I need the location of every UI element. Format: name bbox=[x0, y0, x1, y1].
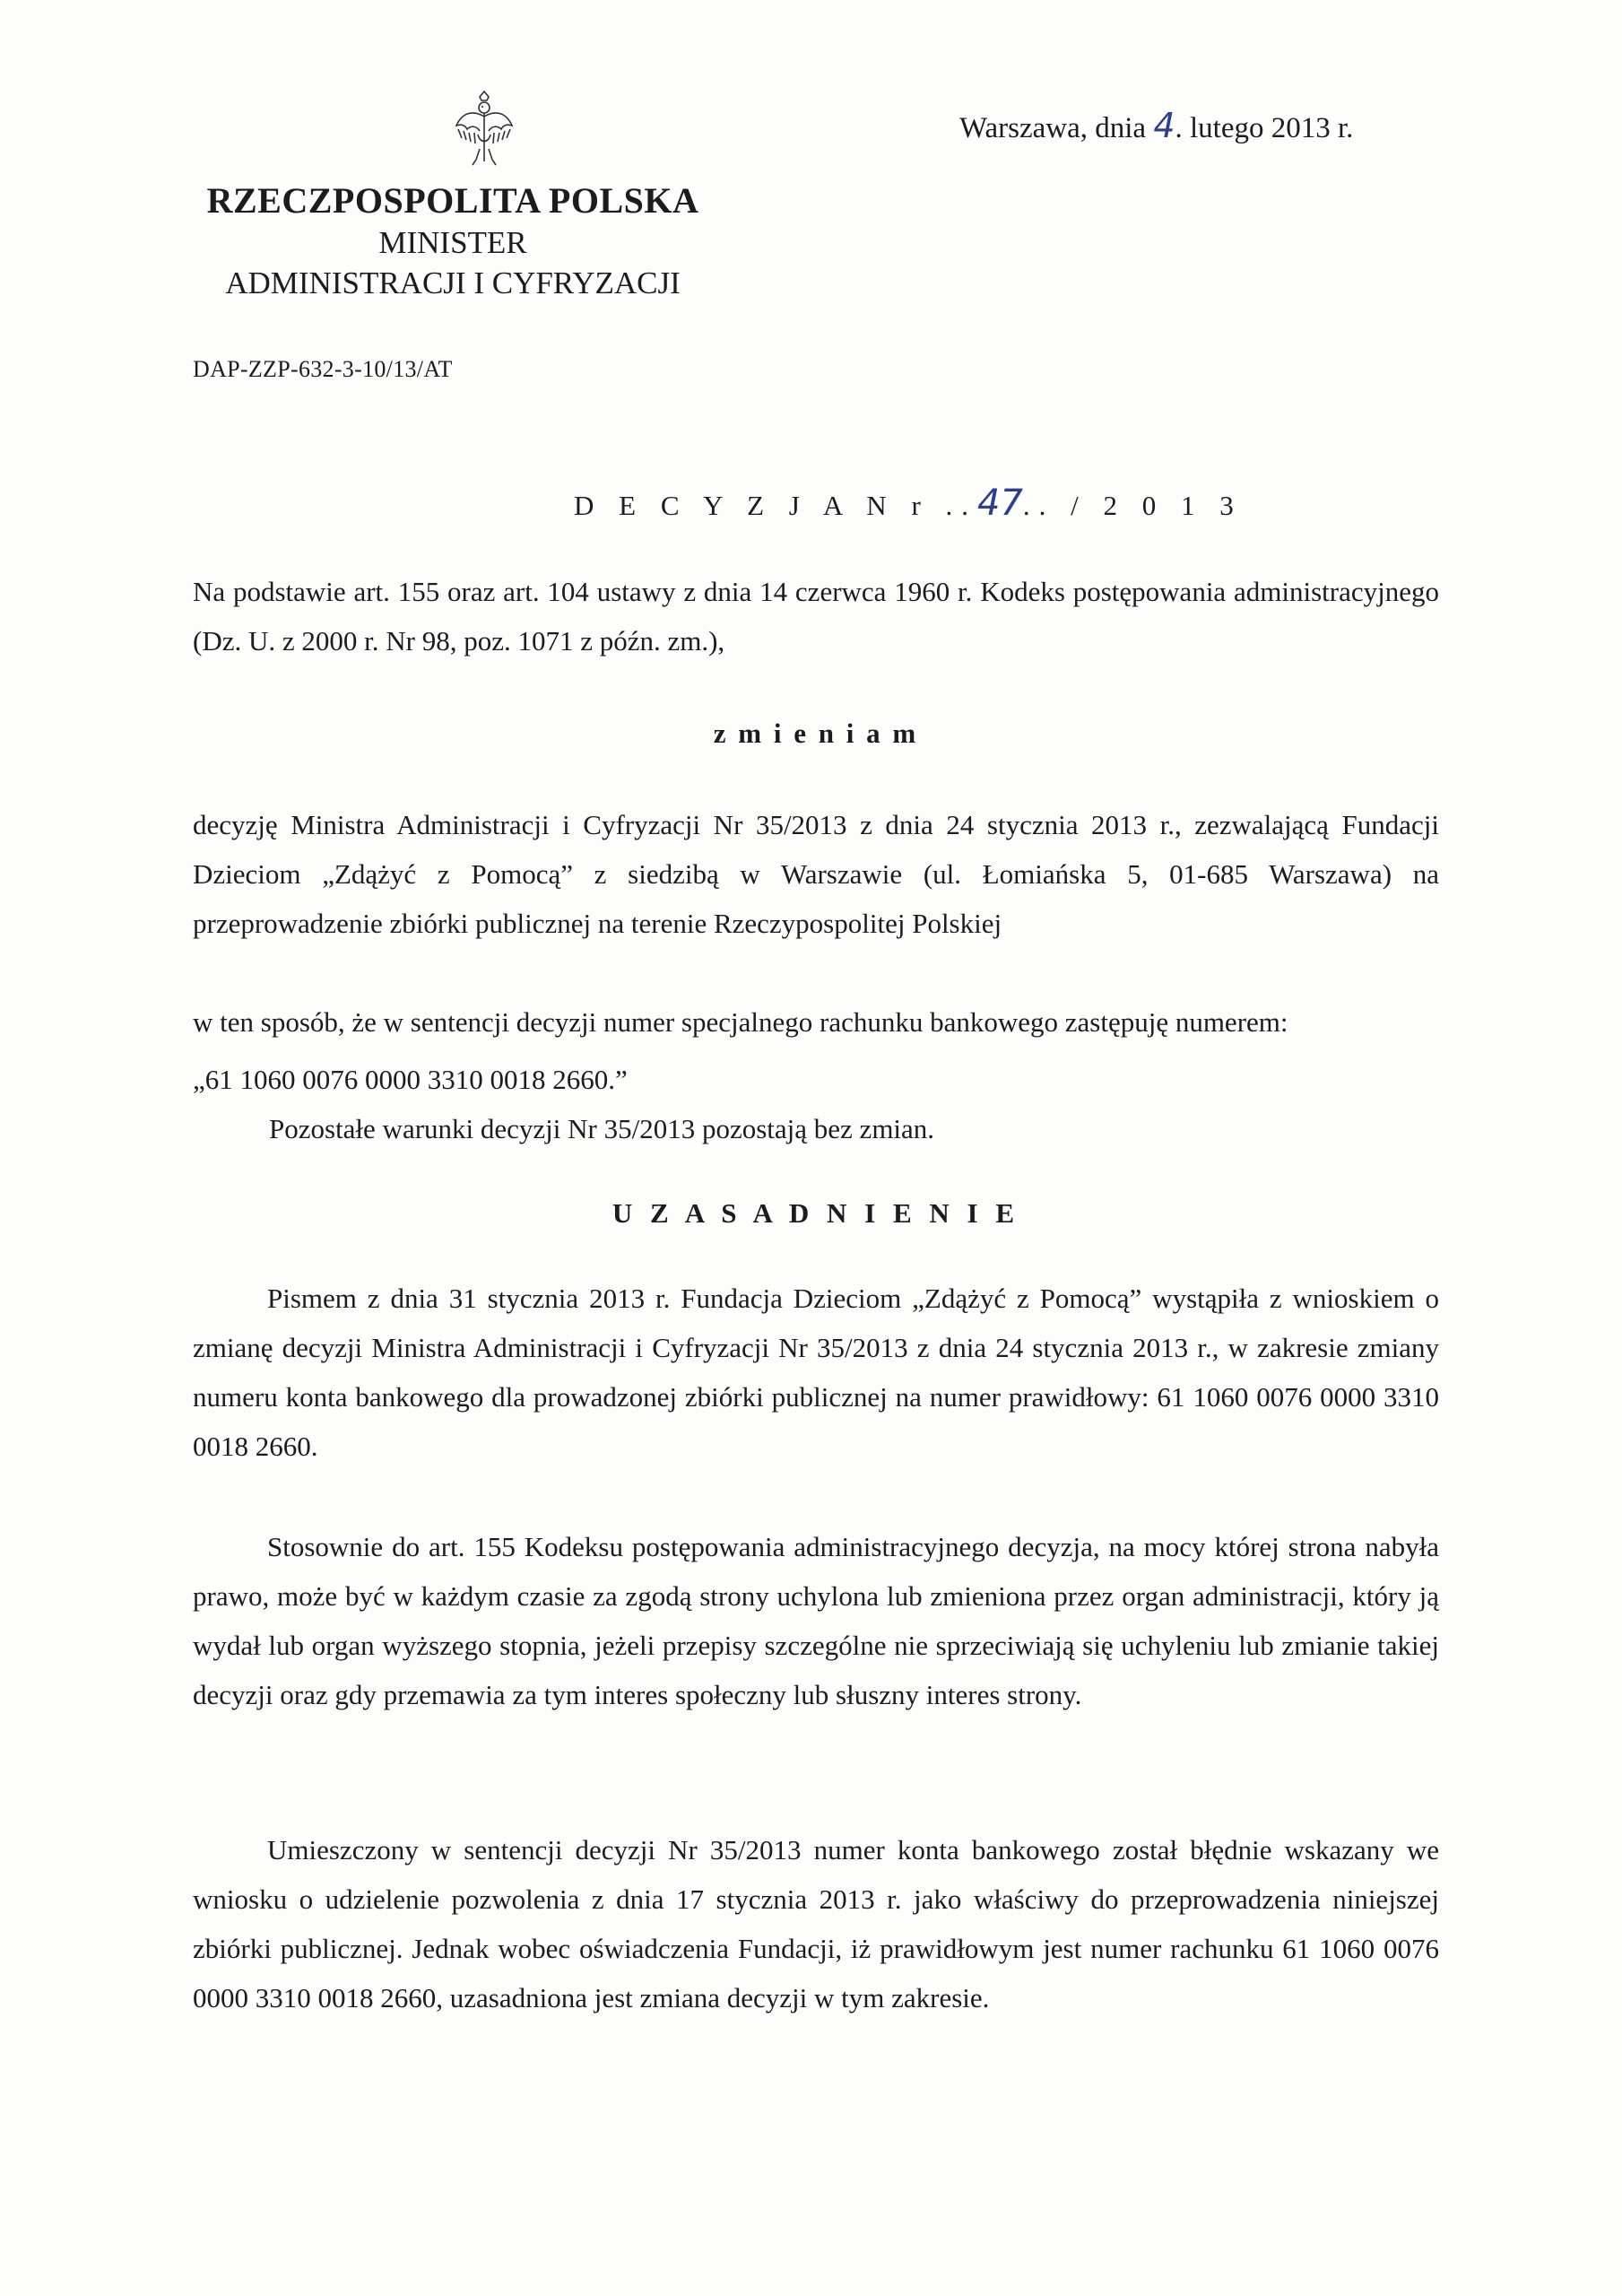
decision-verb: z m i e n i a m bbox=[713, 718, 919, 749]
handwritten-decision-number: 47 bbox=[977, 483, 1023, 524]
change-paragraph: w ten sposób, że w sentencji decyzji numer specjalnego rachunku bankowego zastępuję numerem: bbox=[193, 1006, 1288, 1038]
decision-title bbox=[574, 483, 1243, 524]
remaining-conditions: Pozostałe warunki decyzji Nr 35/2013 pozostają bez zmian. bbox=[269, 1113, 935, 1144]
justification-paragraph-2: Stosownie do art. 155 Kodeksu postępowania administracyjnego decyzja, na mocy której strona nabyła prawo, może być w każdym czasie za zgodą strony uchylona lub zmieniona przez organ administracji, który ją wydał lub organ wyższego stopnia, jeżeli przepisy szczególne nie sprzeciwiają się uchyleniu lub zmianie takiej decyzji oraz gdy przemawia za tym interes społeczny lub słuszny interes strony. bbox=[193, 1531, 1439, 1710]
justification-paragraph-3: Umieszczony w sentencji decyzji Nr 35/2013 numer konta bankowego został błędnie wskazany we wniosku o udzielenie pozwolenia z dnia 17 stycznia 2013 r. jako właściwy do przeprowadzenia niniejszej zbiórki publicznej. Jednak wobec oświadczenia Fundacji, iż prawidłowym jest numer rachunku 61 1060 0076 0000 3310 0018 2660, uzasadniona jest zmiana decyzji w tym zakresie. bbox=[193, 1834, 1439, 2013]
place-date-suffix: . lutego 2013 r. bbox=[1175, 112, 1354, 144]
account-number: „61 1060 0076 0000 3310 0018 2660.” bbox=[193, 1064, 628, 1095]
decision-title-prefix: D E C Y Z J A N r .. bbox=[574, 490, 978, 521]
reference-number: DAP-ZZP-632-3-10/13/AT bbox=[193, 356, 453, 382]
polish-eagle-icon bbox=[453, 90, 516, 170]
issuer-block bbox=[166, 179, 740, 303]
ministry-name: ADMINISTRACJI I CYFRYZACJI bbox=[225, 265, 681, 300]
legal-basis-paragraph: Na podstawie art. 155 oraz art. 104 ustawy z dnia 14 czerwca 1960 r. Kodeks postępowania administracyjnego (Dz. U. z 2000 r. Nr 98, poz. 1071 z późn. zm.), bbox=[193, 576, 1439, 657]
handwritten-day: 4 bbox=[1153, 106, 1175, 145]
decision-title-suffix: .. / 2 0 1 3 bbox=[1022, 490, 1243, 521]
justification-heading: U Z A S A D N I E N I E bbox=[612, 1197, 1020, 1229]
place-date-prefix: Warszawa, dnia bbox=[959, 112, 1154, 144]
country-name: RZECZPOSPOLITA POLSKA bbox=[206, 180, 699, 221]
justification-paragraph-1: Pismem z dnia 31 stycznia 2013 r. Fundacja Dzieciom „Zdążyć z Pomocą” wystąpiła z wnioskiem o zmianę decyzji Ministra Administracji i Cyfryzacji Nr 35/2013 z dnia 24 stycznia 2013 r., w zakresie zmiany numeru konta bankowego dla prowadzonej zbiórki publicznej na numer prawidłowy: 61 1060 0076 0000 3310 0018 2660. bbox=[193, 1283, 1439, 1462]
place-date bbox=[959, 106, 1353, 145]
minister-title: MINISTER bbox=[378, 225, 527, 260]
decision-paragraph: decyzję Ministra Administracji i Cyfryzacji Nr 35/2013 z dnia 24 stycznia 2013 r., zezwalającą Fundacji Dzieciom „Zdążyć z Pomocą” z siedzibą w Warszawie (ul. Łomiańska 5, 01-685 Warszawa) na przeprowadzenie zbiórki publicznej na terenie Rzeczypospolitej Polskiej bbox=[193, 809, 1439, 939]
